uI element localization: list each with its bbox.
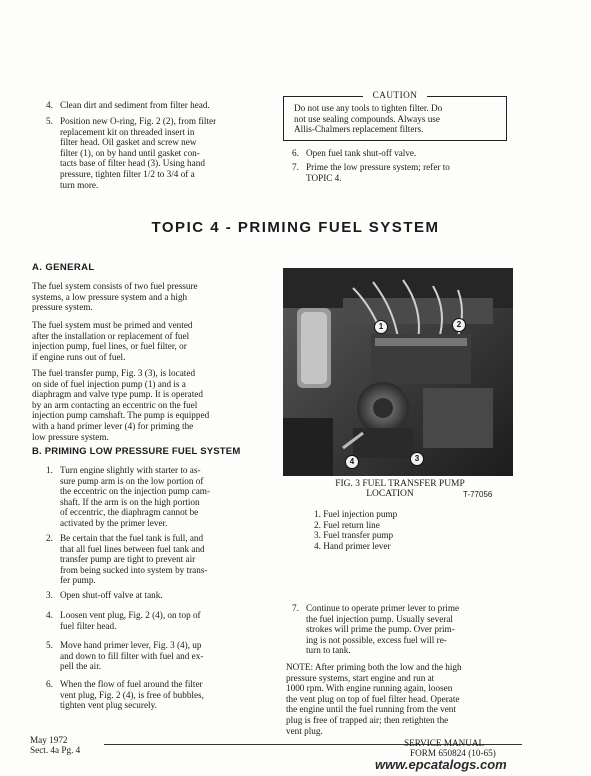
figure-ref-number: T-77056 bbox=[463, 490, 493, 499]
section-a-paragraph-2: The fuel system must be primed and vented after the installation or replacement of fuel injection pump, fuel lines, or fuel filter, or if engine runs out of fuel. bbox=[32, 320, 193, 362]
step-7-prime bbox=[292, 162, 522, 186]
figure-caption-line-1: FIG. 3 FUEL TRANSFER PUMP bbox=[335, 479, 465, 489]
step-number: 2. bbox=[46, 533, 53, 543]
b-step-2 bbox=[46, 533, 276, 589]
step-number: 6. bbox=[46, 679, 53, 689]
legend-item: 4. Hand primer lever bbox=[314, 540, 391, 551]
section-a-heading: A. GENERAL bbox=[32, 262, 95, 273]
step-text: Continue to operate primer lever to prime the fuel injection pump. Usually several strokes will prime the pump. Over prim- ing is not possible, excess fuel will re- turn to tank. bbox=[306, 603, 460, 656]
step-text: Prime the low pressure system; refer to TOPIC 4. bbox=[306, 162, 450, 183]
caution-title: CAUTION bbox=[372, 90, 418, 100]
section-b-heading: B. PRIMING LOW PRESSURE FUEL SYSTEM bbox=[32, 446, 241, 457]
b-step-7-continue bbox=[292, 603, 532, 659]
callout-4: 4 bbox=[345, 455, 359, 469]
step-text: Turn engine slightly with starter to as- sure pump arm is on the low portion of the eccentric on the injection pump cam- shaft. If the arm is on the high portion of eccentric, the diaphragm cannot be activated by the primer lever. bbox=[60, 465, 211, 528]
caution-text: Do not use any tools to tighten filter. Do not use sealing compounds. Always use Allis-Chalmers replacement filters. bbox=[294, 103, 443, 135]
step-text: Open shut-off valve at tank. bbox=[60, 590, 163, 600]
callout-3: 3 bbox=[410, 452, 424, 466]
step-4-clean bbox=[46, 100, 276, 112]
figure-caption-line-2: LOCATION bbox=[366, 489, 414, 499]
step-number: 3. bbox=[46, 590, 53, 600]
step-text: Clean dirt and sediment from filter head. bbox=[60, 100, 210, 110]
figure-legend bbox=[314, 509, 494, 551]
step-text: Move hand primer lever, Fig. 3 (4), up and down to fill filter with fuel and ex- pell the air. bbox=[60, 640, 204, 672]
step-number: 7. bbox=[292, 603, 299, 613]
legend-item: 2. Fuel return line bbox=[314, 519, 380, 530]
section-a-paragraph-3: The fuel transfer pump, Fig. 3 (3), is located on side of fuel injection pump (1) and is a diaphragm and valve type pump. It is operated by an arm contacting an eccentric on the fuel injection pump camshaft. The pump is equipped with a hand primer lever (4) for priming the low pressure system. bbox=[32, 368, 210, 442]
section-a-paragraph-1: The fuel system consists of two fuel pressure systems, a low pressure system and a high pressure system. bbox=[32, 281, 198, 313]
step-text: Open fuel tank shut-off valve. bbox=[306, 148, 417, 158]
step-number: 5. bbox=[46, 116, 53, 126]
step-number: 1. bbox=[46, 465, 53, 475]
footer-form-number: FORM 650824 (10-65) bbox=[410, 748, 496, 758]
step-text: When the flow of fuel around the filter vent plug, Fig. 2 (4), is free of bubbles, tighten vent plug securely. bbox=[60, 679, 204, 711]
step-number: 6. bbox=[292, 148, 299, 158]
footer-manual-title: SERVICE MANUAL bbox=[404, 738, 485, 748]
footer-date: May 1972 bbox=[30, 735, 68, 745]
step-text: Position new O-ring, Fig. 2 (2), from filter replacement kit on threaded insert in filter head. Oil gasket and screw new filter (1), on by hand until gasket con- tacts base of filter head (3). Using hand pressure, tighten filter 1/2 to 3/4 of a turn more. bbox=[60, 116, 217, 190]
step-text: Loosen vent plug, Fig. 2 (4), on top of fuel filter head. bbox=[60, 610, 201, 631]
callout-2: 2 bbox=[452, 318, 466, 332]
step-5-oring bbox=[46, 116, 276, 192]
note-paragraph: NOTE: After priming both the low and the high pressure systems, start engine and run at 1000 rpm. With engine running again, loosen the vent plug on top of fuel filter head. Operate the engine until the fuel running from the vent plug is free of trapped air; then retighten the vent plug. bbox=[286, 662, 462, 736]
engine-photo-illustration bbox=[283, 268, 513, 476]
footer-section: Sect. 4a Pg. 4 bbox=[30, 745, 81, 755]
b-step-1 bbox=[46, 465, 276, 531]
legend-item: 3. Fuel transfer pump bbox=[314, 530, 394, 541]
watermark: www.epcatalogs.com bbox=[375, 757, 507, 772]
step-number: 4. bbox=[46, 100, 53, 110]
b-step-6 bbox=[46, 679, 276, 713]
step-6-open-valve bbox=[292, 148, 522, 160]
step-text: Be certain that the fuel tank is full, and that all fuel lines between fuel tank and transfer pump are tight to prevent air from being sucked into system by trans- fer pump. bbox=[60, 533, 208, 586]
step-number: 4. bbox=[46, 610, 53, 620]
topic-title: TOPIC 4 - PRIMING FUEL SYSTEM bbox=[151, 219, 440, 236]
legend-item: 1. Fuel injection pump bbox=[314, 509, 398, 519]
step-number: 5. bbox=[46, 640, 53, 650]
callout-1: 1 bbox=[374, 320, 388, 334]
caution-box bbox=[283, 90, 507, 141]
step-number: 7. bbox=[292, 162, 299, 172]
fuel-transfer-pump-photo bbox=[283, 268, 513, 476]
b-step-5 bbox=[46, 640, 276, 674]
b-step-3 bbox=[46, 590, 276, 602]
b-step-4 bbox=[46, 610, 276, 634]
